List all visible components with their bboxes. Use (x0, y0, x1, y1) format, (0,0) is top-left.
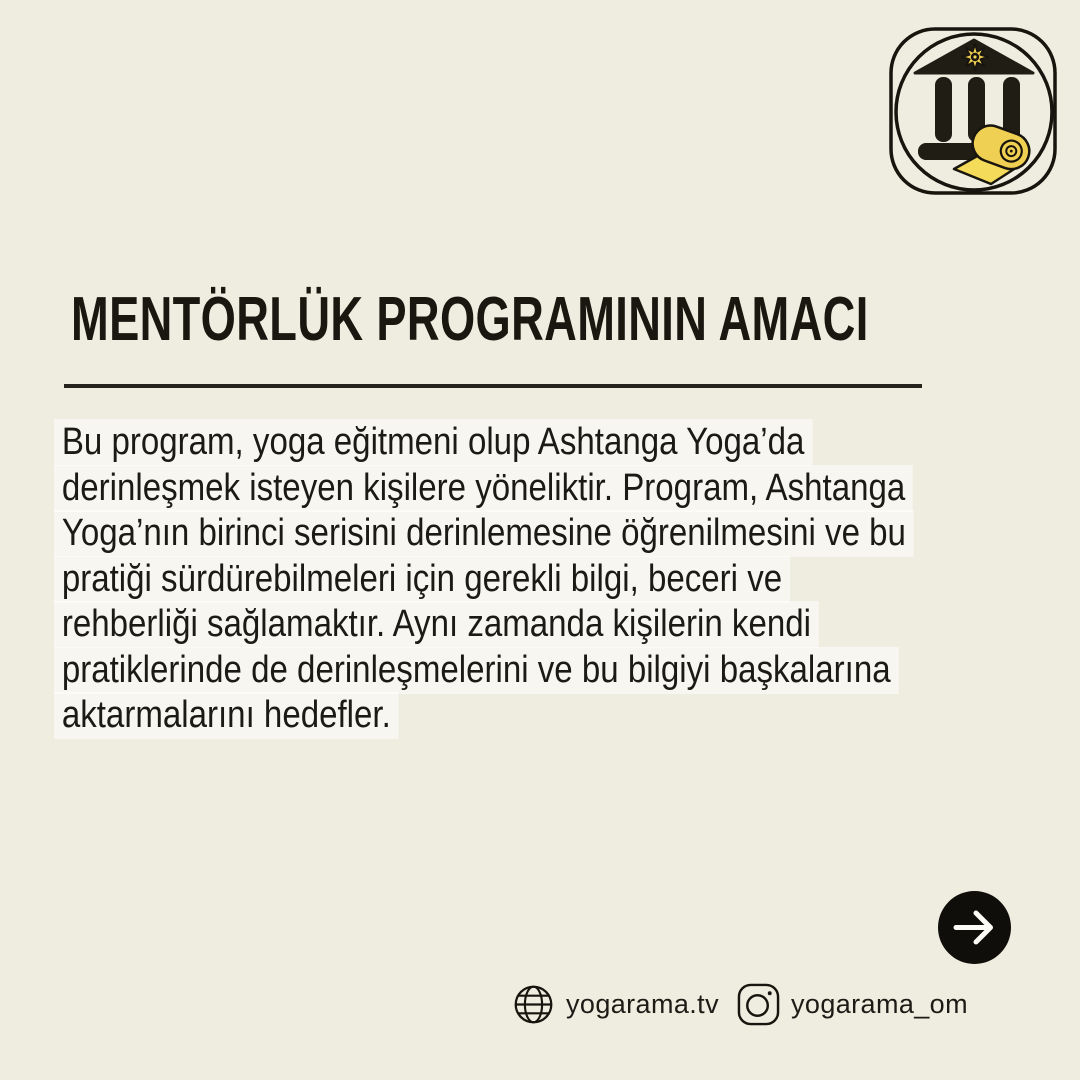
body-line (54, 557, 933, 603)
body-line-text: rehberliği sağlamaktır. Aynı zamanda kişilerin kendi (54, 601, 819, 648)
website-label: yogarama.tv (566, 988, 719, 1019)
body-line-text: pratiklerinde de derinleşmelerini ve bu bilgiyi başkalarına (54, 647, 898, 694)
page-title: MENTÖRLÜK PROGRAMININ AMACI (71, 285, 869, 354)
body-line-text: Bu program, yoga eğitmeni olup Ashtanga Yoga’da (54, 419, 812, 466)
instagram-icon (737, 983, 780, 1026)
globe-icon (512, 983, 555, 1026)
instagram-label: yogarama_om (791, 988, 968, 1019)
body-line (54, 511, 933, 557)
website-link[interactable] (512, 982, 719, 1026)
title-underline (64, 384, 922, 388)
instagram-link[interactable] (737, 982, 968, 1026)
body-line (54, 648, 933, 694)
next-arrow-button[interactable] (938, 891, 1011, 964)
body-line-text: aktarmalarını hedefler. (54, 692, 399, 739)
yogarama-logo-icon (888, 26, 1058, 196)
body-line (54, 602, 933, 648)
arrow-right-icon (938, 891, 1011, 964)
body-paragraph (54, 420, 1064, 739)
body-line-text: pratiği sürdürebilmeleri için gerekli bilgi, beceri ve (54, 556, 790, 603)
body-line-text: derinleşmek isteyen kişilere yöneliktir. Program, Ashtanga (54, 465, 913, 512)
body-line (54, 420, 933, 466)
body-line (54, 693, 933, 739)
body-line-text: Yoga’nın birinci serisini derinlemesine öğrenilmesini ve bu (54, 510, 914, 557)
body-line (54, 466, 933, 512)
